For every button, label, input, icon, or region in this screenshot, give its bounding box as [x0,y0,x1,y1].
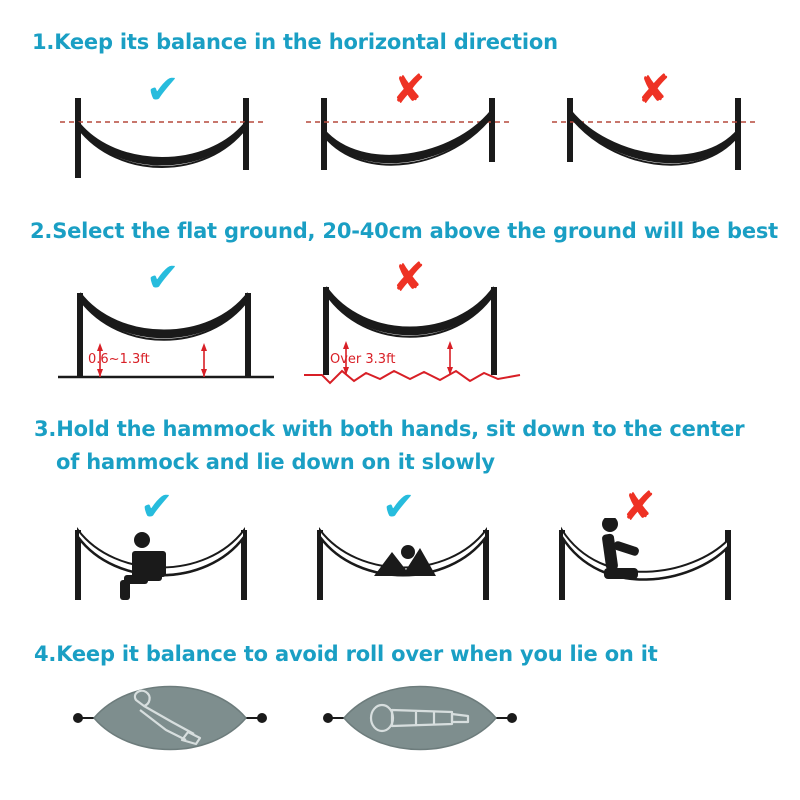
hammock-figure-tilted-left [548,98,760,178]
hammock-topview-balanced [320,678,520,758]
step-1-title: 1.Keep its balance in the horizontal direction [32,30,558,54]
hammock-figure-sitting-edge [542,518,750,608]
cross-icon: ✘ [392,255,426,301]
step-4-title: 4.Keep it balance to avoid roll over when you lie on it [34,642,658,666]
check-icon: ✔ [146,67,180,113]
hammock-figure-tilted-right [302,98,514,178]
hammock-figure-low-ground [56,285,276,390]
height-label-high: Over 3.3ft [330,352,396,367]
step-3-title-line1: 3.Hold the hammock with both hands, sit down to the center [34,417,745,441]
step-3-title-line2: of hammock and lie down on it slowly [56,450,495,474]
hammock-figure-sitting-center [58,518,266,608]
check-icon: ✔ [146,255,180,301]
step-2-title: 2.Select the flat ground, 20-40cm above the ground will be best [30,219,779,243]
hammock-figure-level [56,98,268,178]
hammock-topview-unbalanced [70,678,270,758]
hammock-figure-high-uneven-ground [302,275,522,393]
cross-icon: ✘ [637,67,671,113]
cross-icon: ✘ [622,484,656,530]
check-icon: ✔ [382,484,416,530]
hammock-figure-lying-center [300,518,508,608]
check-icon: ✔ [140,484,174,530]
height-label-low: 0.6~1.3ft [88,352,150,367]
cross-icon: ✘ [392,67,426,113]
